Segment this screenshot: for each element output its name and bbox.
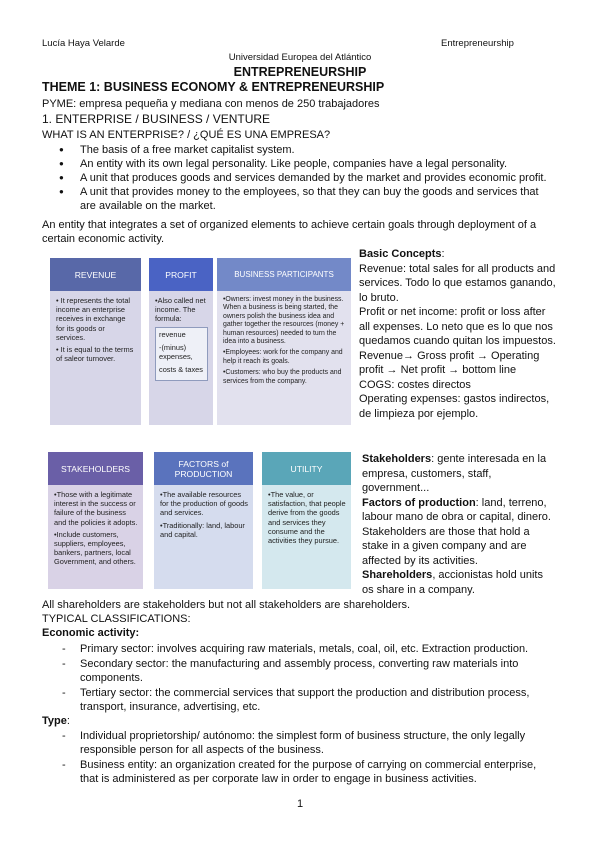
basic-concepts: Basic Concepts: Revenue: total sales for all products and services. Todo lo que estamos ganando, lo bruto. Profit or net income: profit or loss after all expenses. Lo neto que es lo que nos quedamos cuando quitan los impuestos. Revenue→ Gross profit → Operating profit → Net profit → bottom line COGS: costes directos Operating expenses: gastos indirectos, de limpieza por ejemplo. — [359, 247, 559, 421]
factors-label: Factors of production — [362, 496, 476, 509]
list-item: - Individual proprietorship/ autónomo: the simplest form of business structure, the only legally responsible person for all aspects of the business. — [42, 729, 547, 757]
card-text: •The available resources for the production of goods and services. — [160, 490, 248, 518]
card-text: •The value, or satisfaction, that people derive from the goods and services they consume and the activities they pursue. — [268, 490, 346, 546]
stakeholders-label: Stakeholders — [362, 453, 432, 465]
type-list — [42, 729, 547, 786]
business-participants-card — [217, 291, 351, 425]
side-notes — [362, 452, 557, 597]
factors-card — [154, 485, 253, 589]
card-text: •Traditionally: land, labour and capital. — [160, 520, 245, 539]
profit-chain: Revenue→ Gross profit → Operating profit → Net profit → bottom line — [359, 349, 540, 376]
utility-card — [262, 485, 351, 589]
concepts-diagram-bottom — [45, 452, 352, 592]
list-item: ● A unit that provides money to the employees, so that they can buy the goods and services that are available on the market. — [42, 185, 552, 213]
factors-text: : land, terreno, labour mano de obra or capital, dinero. — [362, 496, 551, 523]
card-text: • It is equal to the terms of saleor turnover. — [56, 345, 134, 364]
card-text: •Employees: work for the company and help it reach its goals. — [223, 349, 343, 365]
section-title: 1. ENTERPRISE / BUSINESS / VENTURE — [42, 112, 271, 126]
stakeholders-card — [48, 485, 143, 589]
what-is-heading: WHAT IS AN ENTERPRISE? / ¿QUÉ ES UNA EMPRESA? — [42, 129, 331, 141]
economic-activity-title: Economic activity: — [42, 627, 140, 639]
list-item: - Primary sector: involves acquiring raw materials, metals, coal, oil, etc. Extraction production. — [42, 642, 547, 656]
opex-note: Operating expenses: gastos indirectos, de limpieza por ejemplo. — [359, 393, 550, 420]
type-title: Type — [42, 715, 67, 727]
list-item: ● A unit that produces goods and services demanded by the market and provides economic profit. — [42, 171, 552, 185]
revenue-note: Revenue: total sales for all products and services. Todo lo que estamos ganando, lo bruto. — [359, 262, 556, 304]
factors-header: FACTORS of PRODUCTION — [154, 452, 253, 485]
list-item: - Tertiary sector: the commercial services that support the production and distribution process, transport, insurance, advertising, etc. — [42, 686, 547, 714]
profit-formula-box — [155, 327, 208, 382]
shareholders-sentence: All shareholders are stakeholders but not all stakeholders are shareholders. — [42, 599, 411, 611]
cogs-note: COGS: costes directos — [359, 378, 471, 391]
revenue-header: REVENUE — [50, 258, 141, 291]
list-item: ● The basis of a free market capitalist system. — [42, 143, 552, 157]
shareholders-text: , accionistas hold units os share in a company. — [362, 569, 543, 596]
theme-title: THEME 1: BUSINESS ECONOMY & ENTREPRENEURSHIP — [42, 80, 385, 94]
basic-concepts-title: Basic Concepts — [359, 248, 442, 260]
page-number: 1 — [296, 798, 304, 810]
card-text: •Those with a legitimate interest in the success or failure of the business and the policies it adopts. — [54, 490, 138, 527]
stakeholder-definition: Stakeholders are those that hold a stake in a given company and are affected by its activities. — [362, 525, 530, 567]
formula-line: -(minus) expenses, — [159, 342, 193, 362]
author-name: Lucía Haya Velarde — [42, 38, 125, 49]
card-text: •Customers: who buy the products and services from the company. — [223, 369, 342, 385]
university-name: Universidad Europea del Atlántico — [228, 52, 372, 63]
card-text: • It represents the total income an enterprise receives in exchange for its goods or services. — [56, 296, 131, 342]
business-participants-header: BUSINESS PARTICIPANTS — [217, 258, 351, 291]
subject-name: Entrepreneurship — [441, 38, 514, 49]
list-item: - Secondary sector: the manufacturing and assembly process, converting raw materials into components. — [42, 657, 547, 685]
card-text: •Include customers, suppliers, employees, bankers, partners, local Government, and others. — [54, 529, 136, 567]
course-title: ENTREPRENEURSHIP — [233, 65, 367, 79]
profit-card — [149, 291, 213, 425]
profit-note: Profit or net income: profit or loss after all expenses. Lo neto que es lo que nos quedamos cuando quitan los impuestos. — [359, 306, 556, 347]
type-heading: Type: — [42, 715, 70, 727]
formula-line: revenue — [159, 329, 186, 339]
enterprise-definition: An entity that integrates a set of organized elements to achieve certain goals through deployment of a certain economic activity. — [42, 219, 537, 245]
card-text: •Also called net income. The formula: — [155, 296, 206, 324]
profit-header: PROFIT — [149, 258, 213, 291]
enterprise-bullet-list — [42, 143, 552, 213]
typical-classifications: TYPICAL CLASSIFICATIONS: — [42, 613, 191, 625]
shareholders-label: Shareholders — [362, 569, 433, 581]
utility-header: UTILITY — [262, 452, 351, 485]
stakeholders-header: STAKEHOLDERS — [48, 452, 143, 485]
concepts-diagram-top — [45, 258, 352, 428]
pyme-line: PYME: empresa pequeña y mediana con menos de 250 trabajadores — [42, 98, 380, 110]
revenue-card — [50, 291, 141, 425]
economic-activity-list — [42, 642, 547, 714]
list-item: ● An entity with its own legal personality. Like people, companies have a legal personality. — [42, 157, 552, 171]
list-item: - Business entity: an organization created for the purpose of carrying on commercial enterprise, that is administered as per corporate law in order to engage in business activities. — [42, 758, 547, 786]
stakeholders-text: : gente interesada en la empresa, customers, staff, government... — [362, 453, 547, 494]
card-text: •Owners: invest money in the business. When a business is being started, the owners polish the business idea and gather together the resources (money + human resources) needed to turn the idea into a business. — [223, 296, 345, 346]
formula-line: costs & taxes — [159, 365, 203, 375]
